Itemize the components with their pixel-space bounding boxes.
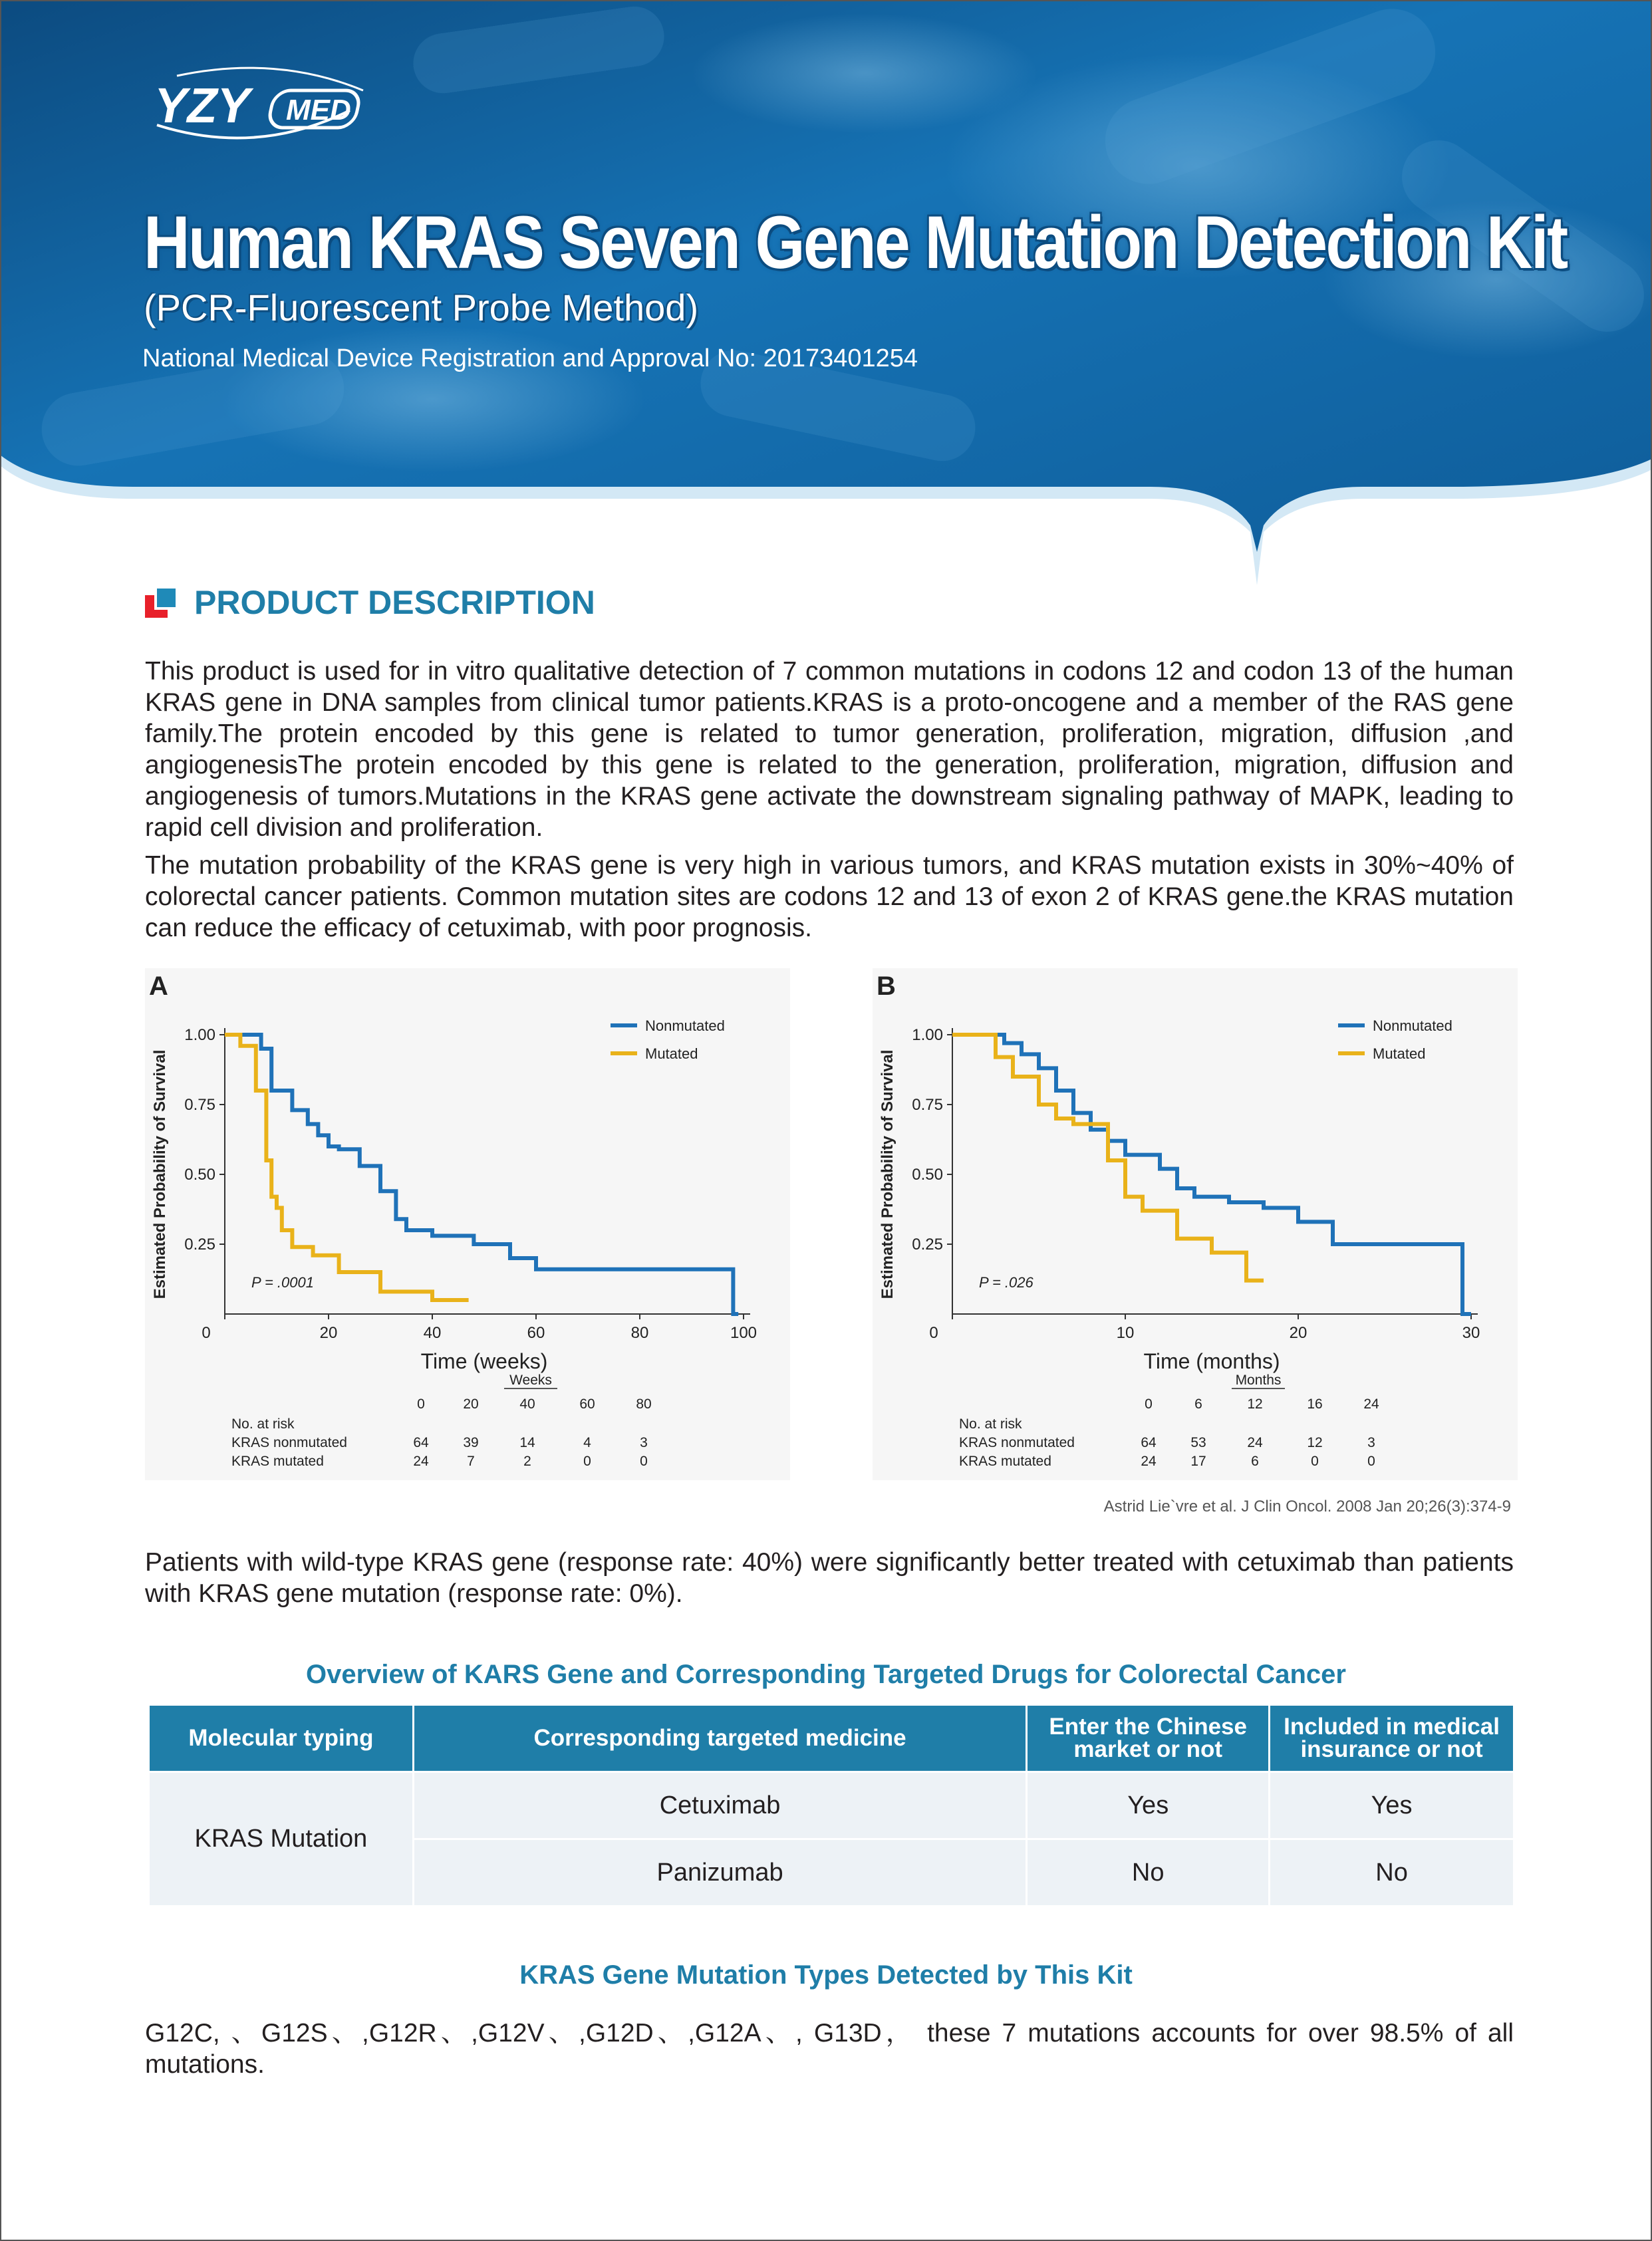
y-axis-label: Estimated Probability of Survival <box>879 1049 896 1299</box>
y-tick-label: 0.75 <box>912 1096 943 1114</box>
risk-row-label: KRAS nonmutated <box>959 1435 1075 1450</box>
risk-value: 14 <box>519 1435 535 1450</box>
x-tick-label: 40 <box>423 1324 442 1342</box>
risk-value: 0 <box>1367 1454 1375 1469</box>
section-heading <box>145 583 595 622</box>
panel-label: A <box>149 972 168 1001</box>
p-value: P = .026 <box>979 1274 1033 1291</box>
risk-time: 0 <box>417 1396 425 1412</box>
x-tick-label: 10 <box>1116 1324 1135 1342</box>
molecular-type-cell: KRAS Mutation <box>150 1773 412 1905</box>
risk-value: 3 <box>640 1435 648 1450</box>
survival-chart-a <box>145 968 790 1487</box>
panel-label: B <box>877 972 896 1001</box>
risk-time: 16 <box>1307 1396 1323 1412</box>
registration-number: National Medical Device Registration and Approval No: 20173401254 <box>142 344 918 372</box>
description-paragraph-2: The mutation probability of the KRAS gene is very high in various tumors, and KRAS mutation exists in 30%~40% of colorectal cancer patients. Common mutation sites are codons 12 and 13 of exon 2 of KRAS gene.the KRAS mutation can reduce the efficacy of cetuximab, with poor prognosis. <box>145 851 1514 942</box>
risk-value: 4 <box>583 1435 591 1450</box>
risk-value: 6 <box>1251 1454 1259 1469</box>
survival-chart-b-svg <box>873 968 1518 1487</box>
response-paragraph: Patients with wild-type KRAS gene (response rate: 40%) were significantly better treated with cetuximab than patients with KRAS gene mutation (response rate: 0%). <box>145 1548 1514 1608</box>
risk-value: 0 <box>640 1454 648 1469</box>
risk-value: 39 <box>463 1435 479 1450</box>
description-paragraph-1: This product is used for in vitro qualitative detection of 7 common mutations in codons 12 and codon 13 of the human KRAS gene in DNA samples from clinical tumor patients.KRAS is a proto-oncogene and a member of the RAS gene family.The protein encoded by this gene is related to tumor generation, proliferation, migration, diffusion ,and angiogenesisThe protein encoded by this gene is related to the generation, proliferation, migration, diffusion and angiogenesis of tumors.Mutations in the KRAS gene activate the downstream signaling pathway of MAPK, leading to rapid cell division and proliferation. <box>145 657 1514 842</box>
x-tick-label: 0 <box>202 1324 211 1342</box>
mutations-title: KRAS Gene Mutation Types Detected by This Kit <box>519 1960 1133 1990</box>
legend-label: Mutated <box>1373 1045 1426 1062</box>
risk-header: No. at risk <box>959 1416 1022 1432</box>
page-title: Human KRAS Seven Gene Mutation Detection Kit <box>144 201 1567 284</box>
header-targeted-medicine: Corresponding targeted medicine <box>414 1706 1026 1771</box>
risk-value: 24 <box>1141 1454 1157 1469</box>
yzymed-logo <box>150 64 376 150</box>
risk-value: 0 <box>1311 1454 1319 1469</box>
risk-row-label: KRAS nonmutated <box>231 1435 347 1450</box>
risk-group-label: Months <box>1235 1373 1282 1388</box>
drug-cell: Cetuximab <box>414 1773 1026 1838</box>
drug-table <box>148 1704 1515 1907</box>
table-title: Overview of KARS Gene and Corresponding Targeted Drugs for Colorectal Cancer <box>305 1660 1346 1689</box>
y-tick-label: 0.75 <box>184 1096 215 1114</box>
risk-time: 0 <box>1145 1396 1153 1412</box>
y-tick-label: 0.25 <box>184 1236 215 1253</box>
risk-time: 24 <box>1363 1396 1379 1412</box>
section-square-icon <box>145 586 178 619</box>
header-molecular-typing: Molecular typing <box>150 1706 412 1771</box>
table-header-row <box>150 1706 1513 1771</box>
insurance-cell: Yes <box>1270 1773 1513 1838</box>
y-axis-label: Estimated Probability of Survival <box>151 1049 169 1299</box>
risk-value: 2 <box>523 1454 531 1469</box>
survival-chart-b <box>873 968 1518 1487</box>
section-title: PRODUCT DESCRIPTION <box>194 584 595 621</box>
x-tick-label: 0 <box>929 1324 938 1342</box>
x-tick-label: 20 <box>1289 1324 1308 1342</box>
risk-value: 64 <box>1141 1435 1157 1450</box>
x-tick-label: 20 <box>319 1324 338 1342</box>
risk-row-label: KRAS mutated <box>959 1454 1051 1469</box>
risk-row-label: KRAS mutated <box>231 1454 324 1469</box>
citation: Astrid Lie`vre et al. J Clin Oncol. 2008 Jan 20;26(3):374-9 <box>1103 1498 1511 1516</box>
drug-cell: Panizumab <box>414 1840 1026 1905</box>
x-axis-label: Time (weeks) <box>420 1349 548 1373</box>
survival-chart-a-svg <box>145 968 790 1487</box>
y-tick-label: 0.50 <box>912 1166 943 1184</box>
risk-value: 0 <box>583 1454 591 1469</box>
x-tick-label: 60 <box>527 1324 545 1342</box>
risk-time: 12 <box>1247 1396 1263 1412</box>
risk-value: 53 <box>1190 1435 1206 1450</box>
risk-value: 24 <box>413 1454 429 1469</box>
risk-group-label: Weeks <box>509 1373 552 1388</box>
risk-time: 20 <box>463 1396 479 1412</box>
y-tick-label: 0.25 <box>912 1236 943 1253</box>
p-value: P = .0001 <box>251 1274 314 1291</box>
x-tick-label: 30 <box>1462 1324 1480 1342</box>
risk-time: 40 <box>519 1396 535 1412</box>
risk-header: No. at risk <box>231 1416 295 1432</box>
header-banner <box>0 0 1652 585</box>
risk-time: 80 <box>636 1396 652 1412</box>
legend-label: Nonmutated <box>645 1017 725 1034</box>
y-tick-label: 1.00 <box>184 1026 215 1044</box>
x-tick-label: 100 <box>730 1324 757 1342</box>
risk-value: 12 <box>1307 1435 1323 1450</box>
market-cell: No <box>1028 1840 1268 1905</box>
insurance-cell: No <box>1270 1840 1513 1905</box>
risk-value: 3 <box>1367 1435 1375 1450</box>
table-row <box>150 1773 1513 1838</box>
risk-value: 17 <box>1190 1454 1206 1469</box>
y-tick-label: 0.50 <box>184 1166 215 1184</box>
header-chinese-market: Enter the Chinese market or not <box>1028 1706 1268 1771</box>
market-cell: Yes <box>1028 1773 1268 1838</box>
y-tick-label: 1.00 <box>912 1026 943 1044</box>
risk-value: 7 <box>467 1454 475 1469</box>
legend-label: Nonmutated <box>1373 1017 1452 1034</box>
x-tick-label: 80 <box>630 1324 649 1342</box>
risk-time: 6 <box>1194 1396 1202 1412</box>
x-axis-label: Time (months) <box>1143 1349 1280 1373</box>
risk-value: 64 <box>413 1435 429 1450</box>
logo-text: YZY <box>154 78 250 133</box>
logo-badge: MED <box>286 94 351 126</box>
header-medical-insurance: Included in medical insurance or not <box>1270 1706 1513 1771</box>
risk-time: 60 <box>579 1396 595 1412</box>
logo-mark <box>150 64 376 150</box>
legend-label: Mutated <box>645 1045 698 1062</box>
page-subtitle: (PCR-Fluorescent Probe Method) <box>144 287 699 329</box>
risk-value: 24 <box>1247 1435 1263 1450</box>
mutations-paragraph: G12C, 、G12S、,G12R、,G12V、,G12D、,G12A、, G13D， these 7 mutations accounts for over 98.5% of all mutations. <box>145 2019 1514 2079</box>
